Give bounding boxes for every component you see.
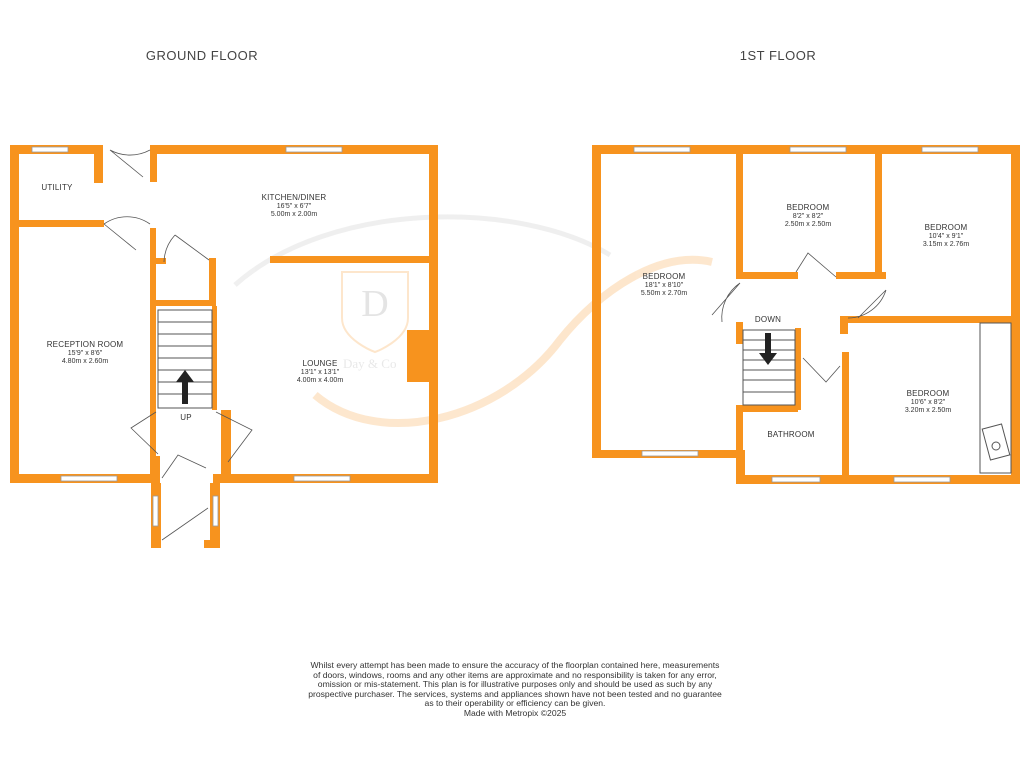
disclaimer-line: prospective purchaser. The services, systems and appliances shown have not been tested and no guarantee [308,688,722,699]
first-floor-labels [641,48,969,439]
bedroom-4-name: BEDROOM [906,389,950,398]
ground-floor-title: GROUND FLOOR [145,48,259,63]
reception-dim-imperial: 15'9" x 8'6" [67,350,103,357]
bedroom-2-name: BEDROOM [786,203,830,212]
chimney-breast [407,330,430,382]
bathroom-name: BATHROOM [767,430,815,439]
first-floor-title: 1ST FLOOR [739,48,817,63]
watermark-text: Day & Co [343,356,397,371]
reception-room-name: RECEPTION ROOM [46,340,124,349]
reception-dim-metric: 4.80m x 2.60m [61,358,109,365]
bedroom-3-name: BEDROOM [924,223,968,232]
lounge-room-name: LOUNGE [302,359,338,368]
lounge-dim-imperial: 13'1" x 13'1" [300,369,340,376]
bedroom-2-dim-metric: 2.50m x 2.50m [784,221,832,228]
watermark [235,217,712,423]
stairs-down-label: DOWN [754,315,782,324]
first-floor-stairs [743,315,795,405]
kitchen-dim-imperial: 16'5" x 6'7" [276,203,312,210]
lounge-dim-metric: 4.00m x 4.00m [296,377,344,384]
watermark-logo-letter: D [361,283,389,325]
disclaimer-credit: Made with Metropix ©2025 [463,707,567,718]
ground-floor-stairs [158,310,212,422]
wardrobe [980,323,1011,473]
bedroom-1-dim-metric: 5.50m x 2.70m [640,290,688,297]
bedroom-4-dim-imperial: 10'6" x 8'2" [910,399,946,406]
disclaimer-line: Whilst every attempt has been made to ensure the accuracy of the floorplan contained here, measurements [310,660,720,670]
kitchen-room-name: KITCHEN/DINER [261,193,327,202]
disclaimer [300,661,730,719]
bedroom-1-dim-imperial: 18'1" x 8'10" [644,282,684,289]
bedroom-2-dim-imperial: 8'2" x 8'2" [792,213,824,220]
disclaimer-line: as to their operability or efficiency can be given. [424,698,606,709]
utility-room-name: UTILITY [41,183,73,192]
bedroom-1-name: BEDROOM [642,272,686,281]
bedroom-4-dim-metric: 3.20m x 2.50m [904,407,952,414]
bedroom-3-dim-imperial: 10'4" x 9'1" [928,233,964,240]
disclaimer-line: omission or mis-statement. This plan is for illustrative purposes only and should be used as such by any [317,679,713,690]
disclaimer-line: of doors, windows, rooms and any other items are approximate and no responsibility is taken for any error, [313,669,717,680]
bedroom-3-dim-metric: 3.15m x 2.76m [922,241,970,248]
stairs-up-label: UP [180,413,192,422]
kitchen-dim-metric: 5.00m x 2.00m [270,211,318,218]
